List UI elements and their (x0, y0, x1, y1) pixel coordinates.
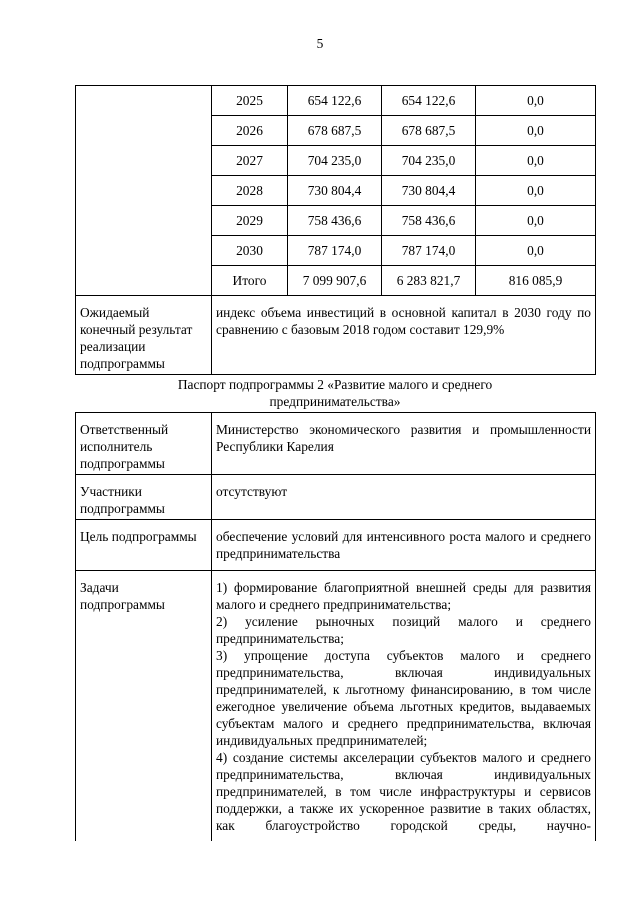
expected-result-label: Ожидаемый конечный результат реализации подпрограммы (76, 296, 212, 375)
year-cell: 2028 (212, 176, 288, 206)
table-row (76, 520, 596, 571)
year-cell: 2026 (212, 116, 288, 146)
year-cell: 2027 (212, 146, 288, 176)
summary-total: 7 099 907,6 (288, 266, 382, 296)
table-row (76, 86, 596, 116)
summary-other: 816 085,9 (476, 266, 596, 296)
total-cell: 654 122,6 (288, 86, 382, 116)
summary-label: Итого (212, 266, 288, 296)
other-cell: 0,0 (476, 176, 596, 206)
other-cell: 0,0 (476, 206, 596, 236)
total-cell: 758 436,6 (288, 206, 382, 236)
table-row (76, 413, 596, 475)
other-cell: 0,0 (476, 86, 596, 116)
other-cell: 0,0 (476, 146, 596, 176)
responsible-value: Министерство экономического развития и промышленности Республики Карелия (212, 413, 596, 475)
participants-label: Участники подпрограммы (76, 475, 212, 520)
total-cell: 787 174,0 (288, 236, 382, 266)
tasks-value (212, 571, 596, 842)
budget-cell: 787 174,0 (382, 236, 476, 266)
budget-cell: 654 122,6 (382, 86, 476, 116)
budget-cell: 758 436,6 (382, 206, 476, 236)
finance-table (75, 85, 596, 375)
summary-budget: 6 283 821,7 (382, 266, 476, 296)
budget-cell: 704 235,0 (382, 146, 476, 176)
budget-cell: 730 804,4 (382, 176, 476, 206)
total-cell: 678 687,5 (288, 116, 382, 146)
task-item: 4) создание системы акселерации субъектов малого и среднего предпринимательства, включая индивидуальных предпринимателей, в том числе инфраструктуры и сервисов поддержки, а также их ускоренное развитие в таких областях, как благоустройство городской среды, научно- (216, 750, 591, 833)
year-cell: 2025 (212, 86, 288, 116)
total-cell: 730 804,4 (288, 176, 382, 206)
expected-result-row (76, 296, 596, 375)
responsible-label: Ответственный исполнитель подпрограммы (76, 413, 212, 475)
page-number: 5 (316, 36, 324, 51)
other-cell: 0,0 (476, 236, 596, 266)
passport-table (75, 412, 596, 841)
participants-value: отсутствуют (212, 475, 596, 520)
year-cell: 2030 (212, 236, 288, 266)
total-cell: 704 235,0 (288, 146, 382, 176)
task-item: 1) формирование благоприятной внешней среды для развития малого и среднего предпринимательства; (216, 580, 591, 612)
table-row (76, 475, 596, 520)
passport-title: Паспорт подпрограммы 2 «Развитие малого и среднего предпринимательства» (177, 377, 493, 409)
tasks-label: Задачи подпрограммы (76, 571, 212, 842)
table-row (76, 571, 596, 842)
other-cell: 0,0 (476, 116, 596, 146)
task-item: 3) упрощение доступа субъектов малого и среднего предпринимательства, включая индивидуальных предпринимателей, к льготному финансированию, в том числе ежегодное увеличение объема льготных кредитов, выдаваемых субъектам малого и среднего предпринимательства, включая индивидуальных предпринимателей; (216, 648, 591, 748)
year-cell: 2029 (212, 206, 288, 236)
budget-cell: 678 687,5 (382, 116, 476, 146)
empty-label-cell (76, 86, 212, 296)
goal-value: обеспечение условий для интенсивного роста малого и среднего предпринимательства (212, 520, 596, 571)
goal-label: Цель подпрограммы (76, 520, 212, 571)
task-item: 2) усиление рыночных позиций малого и среднего предпринимательства; (216, 614, 591, 646)
expected-result-text: индекс объема инвестиций в основной капитал в 2030 году по сравнению с базовым 2018 годом составит 129,9% (212, 296, 596, 375)
